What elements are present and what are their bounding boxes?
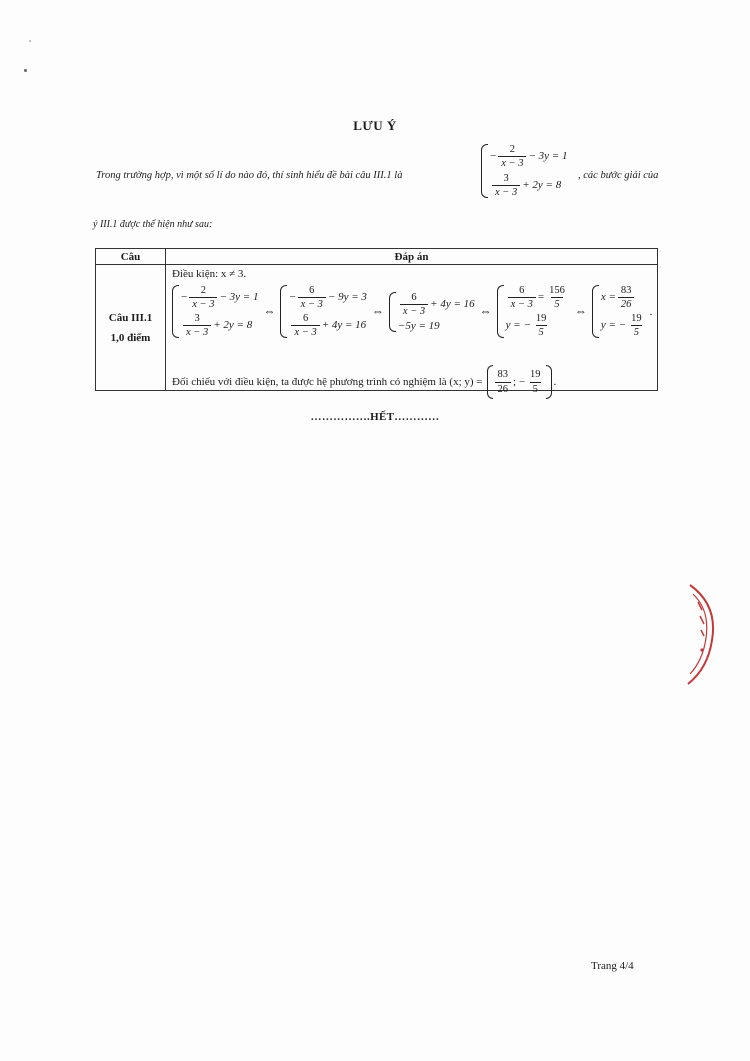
system-step-1: [172, 285, 258, 338]
fraction: $\frac{156}{5}$: [549, 285, 565, 311]
brace: [172, 285, 179, 338]
fraction: $\frac{6}{x - 3}$: [291, 313, 319, 338]
period: .: [649, 305, 653, 318]
points-label: 1,0 điểm: [110, 331, 151, 344]
fraction: $\frac{83}{26}$: [618, 285, 635, 310]
solution-pair: [487, 365, 552, 399]
note-system: [481, 144, 567, 198]
equation-text: + 2y = 8: [522, 179, 562, 192]
sign: −: [490, 150, 497, 163]
equation-text: − 9y = 3: [327, 291, 367, 304]
header-dap-an: Đáp án: [166, 249, 658, 265]
equation-text: y = −: [600, 319, 627, 332]
scan-speck: [29, 40, 31, 42]
period: .: [553, 376, 557, 388]
fraction: $\frac{3}{x - 3}$: [183, 313, 211, 338]
conclusion-text: Đối chiếu với điều kiện, ta được hệ phương trình có nghiệm là (x; y) =: [172, 376, 483, 388]
note-text-after: , các bước giải của: [578, 170, 659, 181]
fraction: $\frac{3}{x - 3}$: [492, 173, 520, 198]
fraction: $\frac{6}{x - 3}$: [508, 285, 536, 310]
equivalence-symbol: ⇔: [263, 304, 276, 319]
equivalence-symbol: ⇔: [479, 304, 492, 319]
equation-text: + 4y = 16: [321, 319, 367, 332]
note-text-line2: ý III.1 được thể hiện như sau:: [93, 219, 213, 230]
system-step-3: [389, 292, 475, 332]
question-cell: [96, 265, 166, 391]
system-step-2: [280, 285, 366, 338]
fraction: $\frac{19}{5}$: [631, 313, 642, 339]
equals-sign: =: [537, 291, 545, 304]
system-step-5: [592, 285, 647, 338]
fraction: $\frac{2}{x - 3}$: [189, 285, 217, 310]
scan-speck: [24, 69, 27, 72]
answer-cell: [166, 265, 658, 395]
equation-text: − 3y = 1: [528, 150, 568, 163]
answer-table: [95, 248, 658, 395]
brace: [280, 285, 287, 338]
equivalence-symbol: ⇔: [371, 304, 384, 319]
brace: [497, 285, 504, 338]
page-title: LƯU Ý: [353, 118, 397, 133]
equivalence-symbol: ⇔: [574, 304, 587, 319]
fraction: $\frac{6}{x - 3}$: [400, 292, 428, 317]
brace: [389, 292, 396, 332]
condition-text: Điều kiện: x ≠ 3.: [172, 268, 247, 280]
equation-text: y = −: [505, 319, 531, 332]
conclusion-line: [172, 365, 556, 399]
equation-text: −5y = 19: [397, 319, 440, 332]
brace: [592, 285, 599, 338]
fraction: $\frac{19}{5}$: [530, 369, 541, 395]
system-step-4: [497, 285, 570, 338]
equation-text: + 4y = 16: [430, 297, 475, 310]
equation-text: x =: [600, 291, 616, 304]
sign: −: [181, 291, 188, 304]
official-stamp: [660, 580, 720, 690]
end-marker: …………….HẾT…………: [310, 411, 440, 423]
page-number: Trang 4/4: [591, 960, 634, 972]
fraction: $\frac{83}{26}$: [495, 369, 512, 394]
brace: [481, 144, 488, 198]
question-label: Câu III.1: [108, 311, 153, 324]
right-paren: [546, 365, 552, 399]
sign: −: [289, 291, 296, 304]
fraction: $\frac{19}{5}$: [535, 313, 547, 339]
left-paren: [487, 365, 493, 399]
solution-steps: [172, 285, 652, 338]
note-text-before: Trong trường hợp, vì một số lí do nào đó, thí sinh hiểu đề bài câu III.1 là: [96, 170, 403, 181]
fraction: $\frac{6}{x - 3}$: [298, 285, 326, 310]
header-cau: Câu: [96, 249, 166, 265]
equation-text: + 2y = 8: [213, 319, 253, 332]
fraction: $\frac{2}{x - 3}$: [498, 144, 526, 169]
separator: ; −: [513, 376, 526, 388]
equation-text: − 3y = 1: [219, 291, 259, 304]
